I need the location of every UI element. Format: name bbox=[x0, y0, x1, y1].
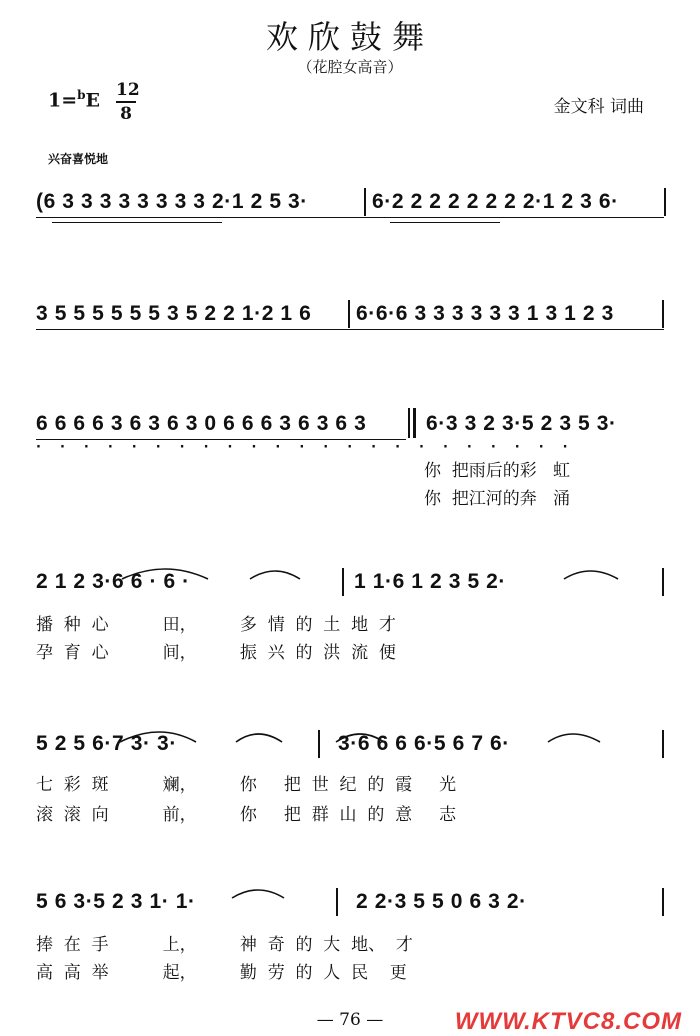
barline bbox=[662, 568, 664, 596]
lyric-verse-1: 你 把雨后的彩 虹 bbox=[424, 461, 571, 481]
system-6-measure-2: 2 2·3 5 5 0 6 3 2· bbox=[356, 890, 527, 913]
system-5-measure-2: 3·6 6 6 6·5 6 7 6· bbox=[338, 732, 510, 755]
system-3-measure-2: 6·3 3 2 3·5 2 3 5 3· bbox=[426, 412, 617, 435]
system-6-measure-1: 5 6 3·5 2 3 1· 1· bbox=[36, 890, 196, 913]
site-watermark[interactable]: WWW.KTVC8.COM bbox=[454, 1008, 682, 1035]
song-subtitle: （花腔女高音） bbox=[297, 58, 403, 76]
meter-top: 12 bbox=[116, 80, 140, 100]
barline bbox=[348, 300, 350, 328]
barline bbox=[662, 730, 664, 758]
lyric-verse-1: 捧 在 手 上， 神 奇 的 大 地、 才 bbox=[36, 935, 413, 955]
system-3-measure-1: 6 6 6 6 3 6 3 6 3 0 6 6 6 3 6 3 6 3 bbox=[36, 412, 367, 435]
barline bbox=[364, 188, 366, 216]
system-5-measure-1: 5 2 5 6·7 3· 3· bbox=[36, 732, 177, 755]
lyric-verse-2: 你 把江河的奔 涌 bbox=[424, 489, 571, 509]
barline bbox=[664, 188, 666, 216]
double-barline bbox=[408, 408, 410, 438]
time-signature bbox=[116, 80, 140, 124]
beam-line bbox=[390, 222, 500, 223]
meter-bottom: 8 bbox=[120, 104, 132, 124]
barline bbox=[342, 568, 344, 596]
system-4-measure-1: 2 1 2 3·6 6 · 6 · bbox=[36, 570, 190, 593]
key-prefix: 1= bbox=[48, 89, 78, 112]
lyric-verse-2: 滚 滚 向 前， 你 把 群 山 的 意 志 bbox=[36, 805, 457, 825]
lyric-verse-2: 高 高 举 起， 勤 劳 的 人 民 更 bbox=[36, 963, 407, 983]
song-title: 欢欣鼓舞 bbox=[265, 18, 434, 56]
barline bbox=[662, 300, 664, 328]
low-octave-dots: ······················· bbox=[36, 440, 587, 455]
double-barline bbox=[413, 408, 416, 438]
tempo-marking: 兴奋喜悦地 bbox=[48, 152, 109, 166]
beam-line bbox=[36, 329, 664, 330]
key-signature bbox=[48, 88, 100, 111]
barline bbox=[662, 888, 664, 916]
lyric-verse-1: 播 种 心 田， 多 情 的 土 地 才 bbox=[36, 615, 396, 635]
lyric-verse-2: 孕 育 心 间， 振 兴 的 洪 流 便 bbox=[36, 643, 396, 663]
system-2-measure-2: 6·6·6 3 3 3 3 3 3 1 3 1 2 3 bbox=[356, 302, 614, 325]
system-2-measure-1: 3 5 5 5 5 5 5 3 5 2 2 1·2 1 6 bbox=[36, 302, 312, 325]
system-4-measure-2: 1 1·6 1 2 3 5 2· bbox=[354, 570, 507, 593]
page-number: — 76 — bbox=[316, 1010, 384, 1030]
barline bbox=[318, 730, 320, 758]
system-1-measure-2: 6·2 2 2 2 2 2 2 2·1 2 3 6· bbox=[372, 190, 619, 213]
meter-bar bbox=[116, 101, 136, 103]
lyric-verse-1: 七 彩 斑 斓， 你 把 世 纪 的 霞 光 bbox=[36, 775, 457, 795]
key-letter: E bbox=[85, 89, 101, 112]
key-flat: b bbox=[77, 88, 86, 102]
barline bbox=[336, 888, 338, 916]
system-1-measure-1: (6 3 3 3 3 3 3 3 3 2·1 2 5 3· bbox=[36, 190, 308, 213]
beam-line bbox=[36, 217, 664, 218]
credit: 金文科 词曲 bbox=[553, 97, 644, 117]
beam-line bbox=[52, 222, 222, 223]
